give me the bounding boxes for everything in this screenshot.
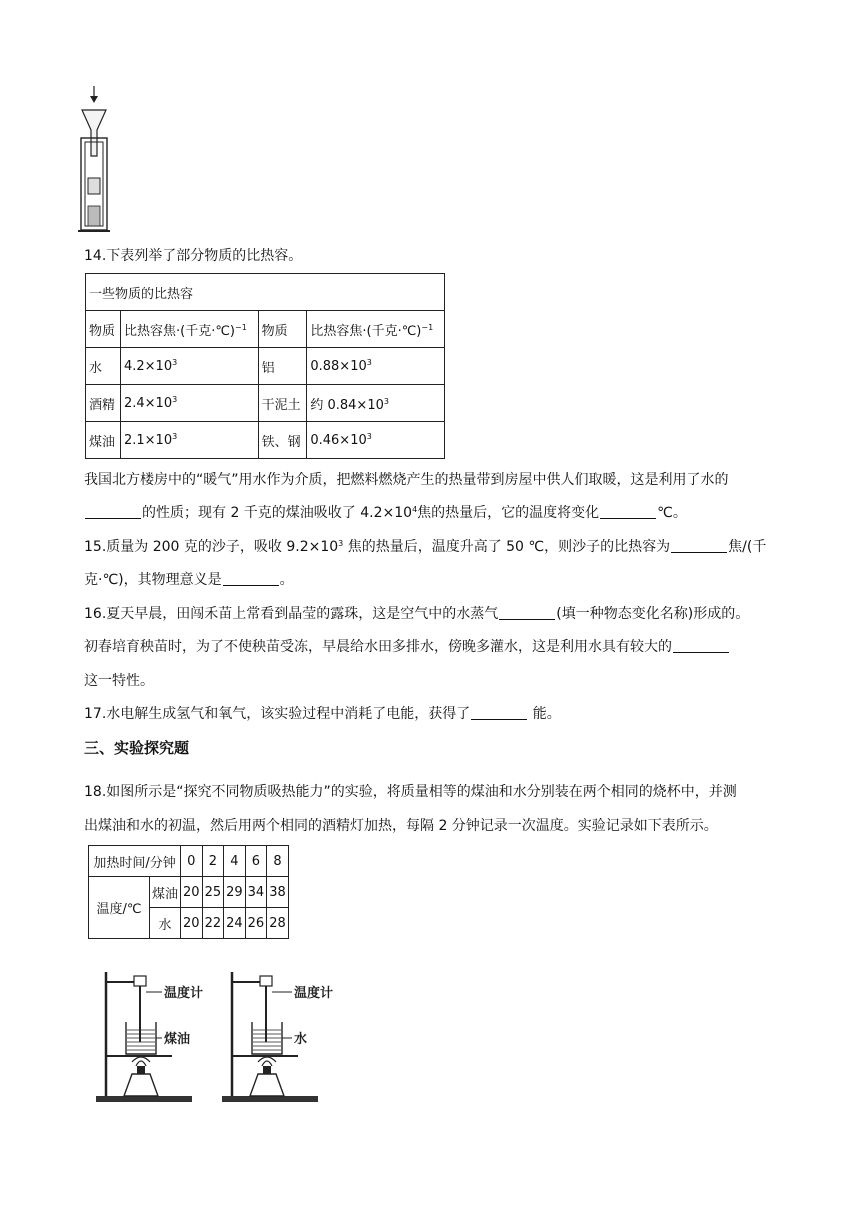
- cell-value: 约 $0.84\times 10^3$: [307, 385, 445, 422]
- temp-cell: 29: [224, 877, 246, 908]
- water-label: 水: [150, 908, 181, 939]
- temp-label: 温度/℃: [89, 877, 150, 939]
- cell-substance: 水: [86, 348, 121, 385]
- cell-value: $2.1\times 10^3$: [120, 422, 258, 459]
- temp-cell: 26: [245, 908, 267, 939]
- q14-intro: 14.下表列举了部分物质的比热容。: [84, 248, 303, 264]
- cell-value: $4.2\times 10^3$: [120, 348, 258, 385]
- table-row: [86, 385, 445, 422]
- header-substance: 物质: [86, 311, 121, 348]
- q14-text-line1: 我国北方楼房中的“暖气”用水作为介质，把燃料燃烧产生的热量带到房屋中供人们取暖，这是利用了水的: [84, 472, 729, 488]
- heating-apparatus-figure: [92, 966, 342, 1106]
- time-cell: 0: [181, 846, 203, 877]
- section-heading: 三、实验探究题: [84, 739, 190, 757]
- answer-blank[interactable]: [673, 638, 729, 653]
- q17-line1: 17.水电解生成氢气和氧气，该实验过程中消耗了电能，获得了 能。: [84, 706, 561, 722]
- temp-cell: 20: [181, 877, 203, 908]
- answer-blank[interactable]: [85, 504, 141, 519]
- kerosene-figure-label: 煤油: [164, 1032, 191, 1047]
- header-heat-capacity: 比热容焦·(千克·℃)$^{-1}$: [307, 311, 445, 348]
- table-row: [86, 422, 445, 459]
- answer-blank[interactable]: [471, 705, 527, 720]
- funnel-apparatus-figure: [78, 86, 114, 236]
- water-setup: [222, 972, 333, 1102]
- cell-substance: 酒精: [86, 385, 121, 422]
- temp-cell: 34: [245, 877, 267, 908]
- cell-value: $0.46\times 10^3$: [307, 422, 445, 459]
- thermometer-label: 温度计: [164, 986, 204, 1001]
- q16-line3: 这一特性。: [84, 673, 154, 689]
- cell-substance: 干泥土: [258, 385, 307, 422]
- table-title: 一些物质的比热容: [86, 274, 445, 311]
- table-row: [86, 311, 445, 348]
- temp-cell: 25: [202, 877, 224, 908]
- kerosene-setup: [96, 972, 203, 1102]
- header-substance: 物质: [258, 311, 307, 348]
- header-heat-capacity: 比热容焦·(千克·℃)$^{-1}$: [120, 311, 258, 348]
- q15-line1: 15.质量为 200 克的沙子，吸收 $9.2\times 10^3$ 焦的热量后，温度升高了 50 ℃，则沙子的比热容为 焦/(千: [84, 539, 767, 555]
- cell-value: $0.88\times 10^3$: [307, 348, 445, 385]
- cell-substance: 铁、钢: [258, 422, 307, 459]
- water-figure-label: 水: [294, 1032, 308, 1047]
- time-cell: 2: [202, 846, 224, 877]
- table-row: [86, 274, 445, 311]
- time-cell: 4: [224, 846, 246, 877]
- temp-cell: 22: [202, 908, 224, 939]
- q18-line2: 出煤油和水的初温，然后用两个相同的酒精灯加热，每隔 2 分钟记录一次温度。实验记录如下表所示。: [84, 818, 718, 834]
- q18-line1: 18.如图所示是“探究不同物质吸热能力”的实验，将质量相等的煤油和水分别装在两个相同的烧杯中，并测: [84, 784, 737, 800]
- time-cell: 8: [267, 846, 289, 877]
- kerosene-label: 煤油: [150, 877, 181, 908]
- answer-blank[interactable]: [671, 538, 727, 553]
- q14-text-line2: 的性质；现有 2 千克的煤油吸收了 $4.2\times 10^4$焦的热量后，它的温度将变化 ℃。: [84, 503, 687, 523]
- thermometer-label: 温度计: [294, 986, 334, 1001]
- answer-blank[interactable]: [223, 571, 279, 586]
- cell-value: $2.4\times 10^3$: [120, 385, 258, 422]
- table-row: [89, 846, 289, 877]
- q15-line2: 克·℃)，其物理意义是 。: [84, 572, 294, 588]
- cell-substance: 铝: [258, 348, 307, 385]
- temp-cell: 38: [267, 877, 289, 908]
- temp-cell: 24: [224, 908, 246, 939]
- temp-cell: 20: [181, 908, 203, 939]
- q16-line1: 16.夏天早晨，田闯禾苗上常看到晶莹的露珠，这是空气中的水蒸气 (填一种物态变化名称)形成的。: [84, 606, 750, 622]
- temperature-table: [88, 845, 289, 939]
- table-row: [89, 877, 289, 908]
- time-cell: 6: [245, 846, 267, 877]
- temp-cell: 28: [267, 908, 289, 939]
- table-row: [86, 348, 445, 385]
- cell-substance: 煤油: [86, 422, 121, 459]
- answer-blank[interactable]: [600, 504, 656, 519]
- q16-line2: 初春培育秧苗时，为了不使秧苗受冻，早晨给水田多排水，傍晚多灌水，这是利用水具有较大的: [84, 637, 730, 657]
- specific-heat-table: [85, 273, 445, 459]
- answer-blank[interactable]: [499, 605, 555, 620]
- time-label: 加热时间/分钟: [89, 846, 181, 877]
